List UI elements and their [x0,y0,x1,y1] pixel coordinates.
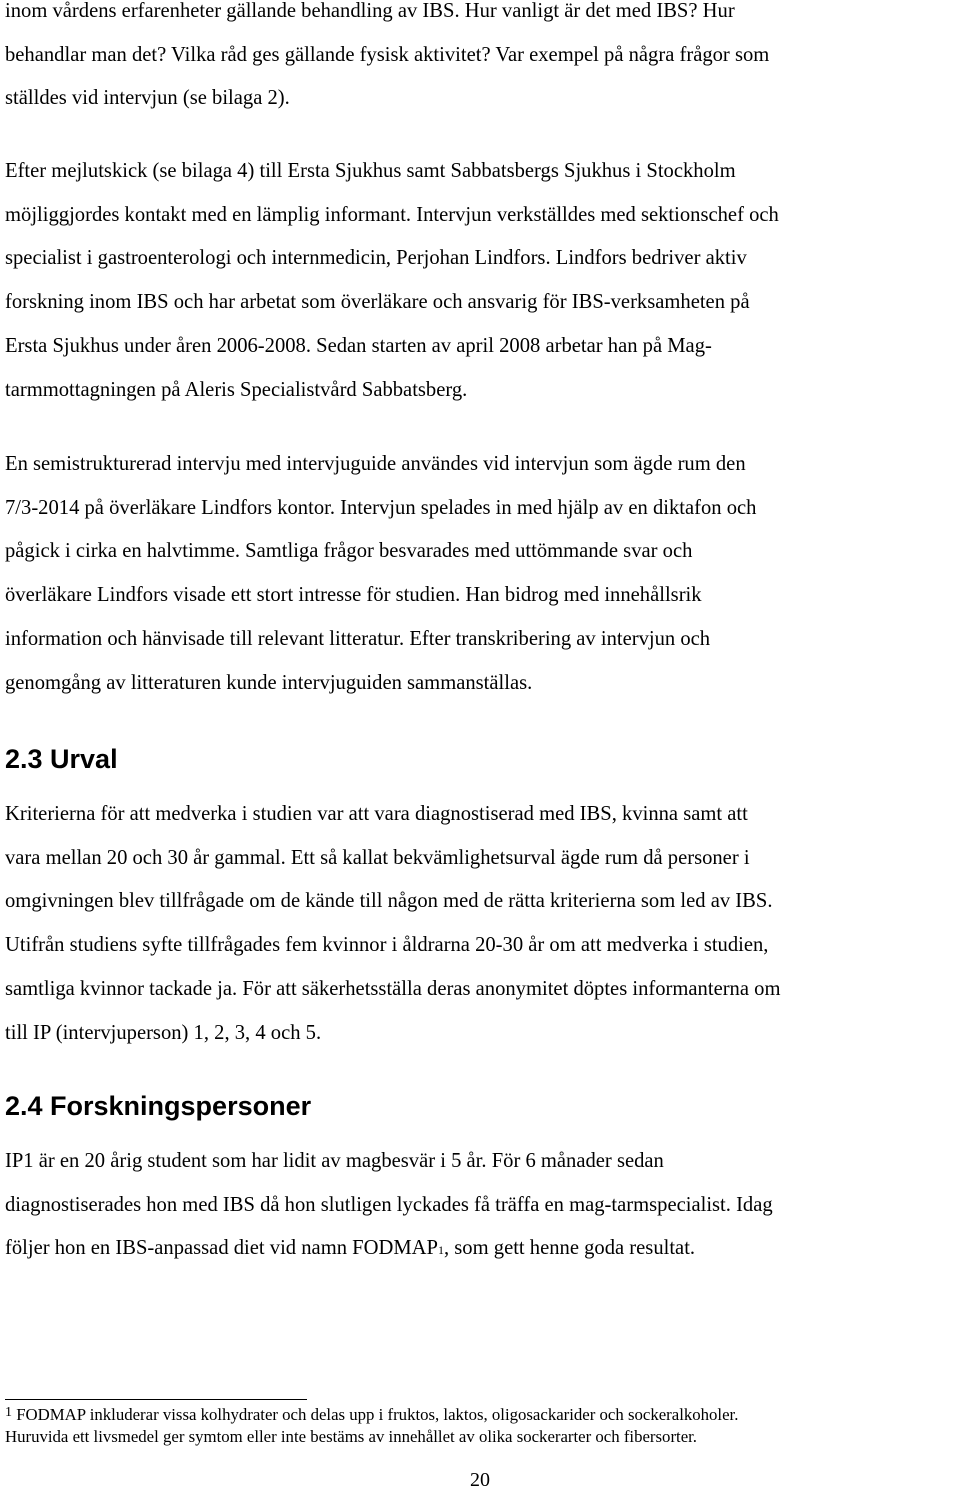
section-heading-urval: 2.3 Urval [5,744,118,774]
paragraph-interview-topics [5,0,769,121]
text-line: Utifrån studiens syfte tillfrågades fem kvinnor i åldrarna 20-30 år om att medverka i studien, [5,934,769,957]
footnote-reference: 1 [438,1243,444,1258]
section-heading-forskningspersoner: 2.4 Forskningspersoner [5,1091,312,1121]
text-line: En semistrukturerad intervju med intervjuguide användes vid intervjun som ägde rum den [5,453,746,475]
text-line: vara mellan 20 och 30 år gammal. Ett så kallat bekvämlighetsurval ägde rum då personer i [5,846,750,869]
paragraph-interview-method [5,443,756,705]
text-line: omgivningen blev tillfrågade om de kände till någon med de rätta kriterierna som led av IBS. [5,890,773,913]
footnote [5,1404,955,1448]
text-line: forskning inom IBS och har arbetat som överläkare och ansvarig för IBS-verksamheten på [5,291,750,314]
text-line: behandlar man det? Vilka råd ges gällande fysisk aktivitet? Var exempel på några frågor som [5,43,770,66]
text-line [5,1227,773,1271]
paragraph-informant-contact [5,150,779,412]
footnote-line: Huruvida ett livsmedel ger symtom eller inte bestäms av innehållet av olika sockerarter och fibersorter. [5,1427,697,1446]
page-number: 20 [470,1469,490,1491]
text-line: Efter mejlutskick (se bilaga 4) till Ersta Sjukhus samt Sabbatsbergs Sjukhus i Stockholm [5,160,736,182]
text-line: IP1 är en 20 årig student som har lidit av magbesvär i 5 år. För 6 månader sedan [5,1150,664,1172]
text-line: möjliggjordes kontakt med en lämplig informant. Intervjun verkställdes med sektionschef och [5,203,779,226]
text-line: ställdes vid intervjun (se bilaga 2). [5,87,290,110]
text-line: överläkare Lindfors visade ett stort intresse för studien. Han bidrog med innehållsrik [5,584,702,607]
footnote-divider [5,1399,307,1400]
text-line: genomgång av litteraturen kunde intervjuguiden sammanställas. [5,671,533,694]
footnote-text: FODMAP inkluderar vissa kolhydrater och delas upp i fruktos, laktos, oligosackarider och sockeralkoholer. [12,1405,739,1424]
text-fragment: följer hon en IBS-anpassad diet vid namn FODMAP [5,1237,438,1260]
footnote-line [5,1404,955,1426]
text-fragment: , som gett henne goda resultat. [444,1237,696,1260]
paragraph-research-persons [5,1140,773,1271]
text-line: information och hänvisade till relevant litteratur. Efter transkribering av intervjun och [5,627,711,650]
text-line: inom vårdens erfarenheter gällande behandling av IBS. Hur vanligt är det med IBS? Hur [5,0,735,22]
text-line: samtliga kvinnor tackade ja. För att säkerhetsställa deras anonymitet döptes informanterna om [5,977,781,1000]
text-line: Ersta Sjukhus under åren 2006-2008. Sedan starten av april 2008 arbetar han på Mag- [5,334,712,357]
footnote-marker: 1 [5,1405,12,1420]
text-line: tarmmottagningen på Aleris Specialistvård Sabbatsberg. [5,378,468,401]
text-line: Kriterierna för att medverka i studien var att vara diagnostiserad med IBS, kvinna samt att [5,803,748,825]
text-line: 7/3-2014 på överläkare Lindfors kontor. Intervjun spelades in med hjälp av en diktafon och [5,496,757,519]
paragraph-selection [5,793,780,1055]
text-line: till IP (intervjuperson) 1, 2, 3, 4 och 5. [5,1021,322,1044]
text-line: diagnostiserades hon med IBS då hon slutligen lyckades få träffa en mag-tarmspecialist. Idag [5,1193,773,1216]
text-line: pågick i cirka en halvtimme. Samtliga frågor besvarades med uttömmande svar och [5,540,693,563]
text-line: specialist i gastroenterologi och internmedicin, Perjohan Lindfors. Lindfors bedriver aktiv [5,247,747,270]
